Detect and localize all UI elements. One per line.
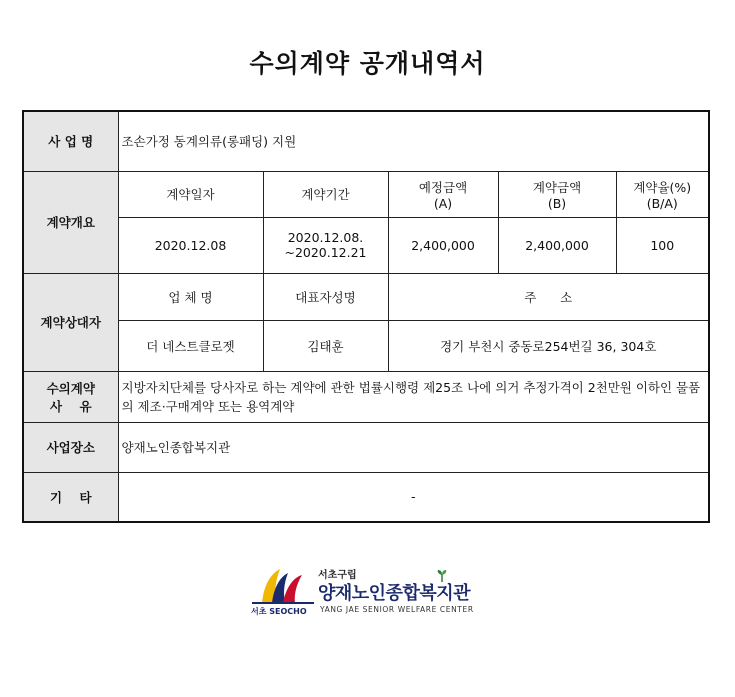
business-name-row: [23, 111, 709, 171]
contract-rate-header: 계약율(%) (B/A): [616, 171, 709, 217]
organization-logo: [250, 565, 490, 620]
reason-label-line2: 사 유: [49, 398, 92, 414]
contract-disclosure-table: [22, 110, 710, 523]
location-row: [23, 422, 709, 472]
estimated-amount-header: 예정금액 (A): [388, 171, 498, 217]
contract-rate-value: 100: [616, 217, 709, 273]
logo-small-text: 서초구립: [318, 570, 357, 581]
reason-label: [23, 371, 118, 422]
contract-amount-value: 2,400,000: [498, 217, 616, 273]
contract-period-header: 계약기간: [263, 171, 388, 217]
contract-overview-label: 계약개요: [23, 171, 118, 273]
representative-header: 대표자성명: [263, 273, 388, 320]
business-name-value: 조손가정 동계의류(롱패딩) 지원: [118, 111, 709, 171]
logo-seocho-text: 서초 SEOCHO: [251, 607, 307, 616]
reason-row: [23, 371, 709, 422]
estimated-amount-value: 2,400,000: [388, 217, 498, 273]
location-value: 양재노인종합복지관: [118, 422, 709, 472]
leaf-icon: [436, 569, 448, 583]
representative-value: 김태훈: [263, 320, 388, 371]
address-header: 주 소: [388, 273, 709, 320]
contractor-value-row: [23, 320, 709, 371]
reason-label-line1: 수의계약: [46, 380, 95, 396]
other-value: -: [118, 472, 709, 522]
contract-period-value: 2020.12.08. ~2020.12.21: [263, 217, 388, 273]
page-title: 수의계약 공개내역서: [249, 49, 486, 78]
contract-amount-header: 계약금액 (B): [498, 171, 616, 217]
other-label: 기 타: [23, 472, 118, 522]
logo-name: 양재노인종합복지관: [318, 583, 470, 604]
logo-english-text: YANG JAE SENIOR WELFARE CENTER: [320, 605, 474, 614]
location-label: 사업장소: [23, 422, 118, 472]
company-name-header: 업 체 명: [118, 273, 263, 320]
contract-date-value: 2020.12.08: [118, 217, 263, 273]
contractor-header-row: [23, 273, 709, 320]
business-name-label: 사 업 명: [23, 111, 118, 171]
reason-value: 지방자치단체를 당사자로 하는 계약에 관한 법률시행령 제25조 나에 의거 추정가격이 2천만원 이하인 물품의 제조·구매계약 또는 용역계약: [118, 371, 709, 422]
contract-overview-header-row: [23, 171, 709, 217]
company-name-value: 더 네스트클로젯: [118, 320, 263, 371]
address-value: 경기 부천시 중동로254번길 36, 304호: [388, 320, 709, 371]
other-row: [23, 472, 709, 522]
contract-date-header: 계약일자: [118, 171, 263, 217]
contractor-label: 계약상대자: [23, 273, 118, 371]
contract-overview-value-row: [23, 217, 709, 273]
logo-mark-icon: [250, 565, 316, 607]
